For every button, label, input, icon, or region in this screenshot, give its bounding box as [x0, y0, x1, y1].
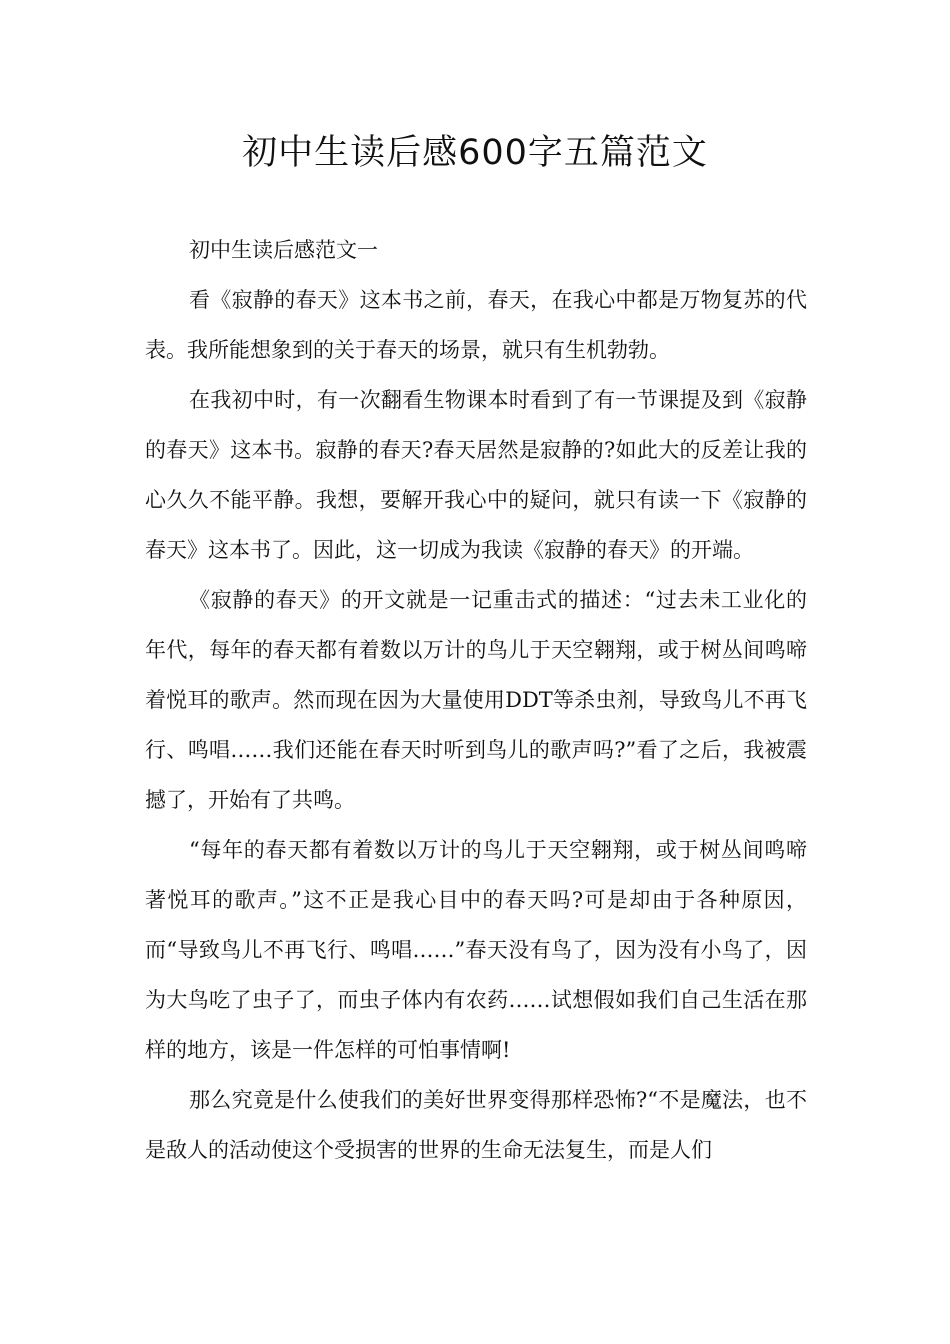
section-heading: 初中生读后感范文一 [189, 238, 378, 262]
document-body [145, 225, 807, 1175]
body-paragraph: 《寂静的春天》的开文就是一记重击式的描述：“过去未工业化的年代，每年的春天都有着数以万计的鸟儿于天空翱翔，或于树丛间鸣啼着悦耳的歌声。然而现在因为大量使用DDT等杀虫剂，导致鸟儿不再飞行、鸣唱……我们还能在春天时听到鸟儿的歌声吗?”看了之后，我被震撼了，开始有了共鸣。 [145, 588, 807, 812]
document-title: 初中生读后感600字五篇范文 [242, 133, 708, 173]
body-paragraph: 看《寂静的春天》这本书之前，春天，在我心中都是万物复苏的代表。我所能想象到的关于春天的场景，就只有生机勃勃。 [145, 288, 807, 362]
body-paragraph: 在我初中时，有一次翻看生物课本时看到了有一节课提及到《寂静的春天》这本书。寂静的春天?春天居然是寂静的?如此大的反差让我的心久久不能平静。我想，要解开我心中的疑问，就只有读一下《寂静的春天》这本书了。因此，这一切成为我读《寂静的春天》的开端。 [145, 388, 807, 562]
body-paragraph: 那么究竟是什么使我们的美好世界变得那样恐怖?“不是魔法，也不是敌人的活动使这个受损害的世界的生命无法复生，而是人们 [145, 1088, 807, 1162]
body-paragraph: “每年的春天都有着数以万计的鸟儿于天空翱翔，或于树丛间鸣啼著悦耳的歌声。”这不正是我心目中的春天吗?可是却由于各种原因，而“导致鸟儿不再飞行、鸣唱……”春天没有鸟了，因为没有小鸟了，因为大鸟吃了虫子了，而虫子体内有农药……试想假如我们自己生活在那样的地方，该是一件怎样的可怕事情啊! [145, 838, 807, 1062]
